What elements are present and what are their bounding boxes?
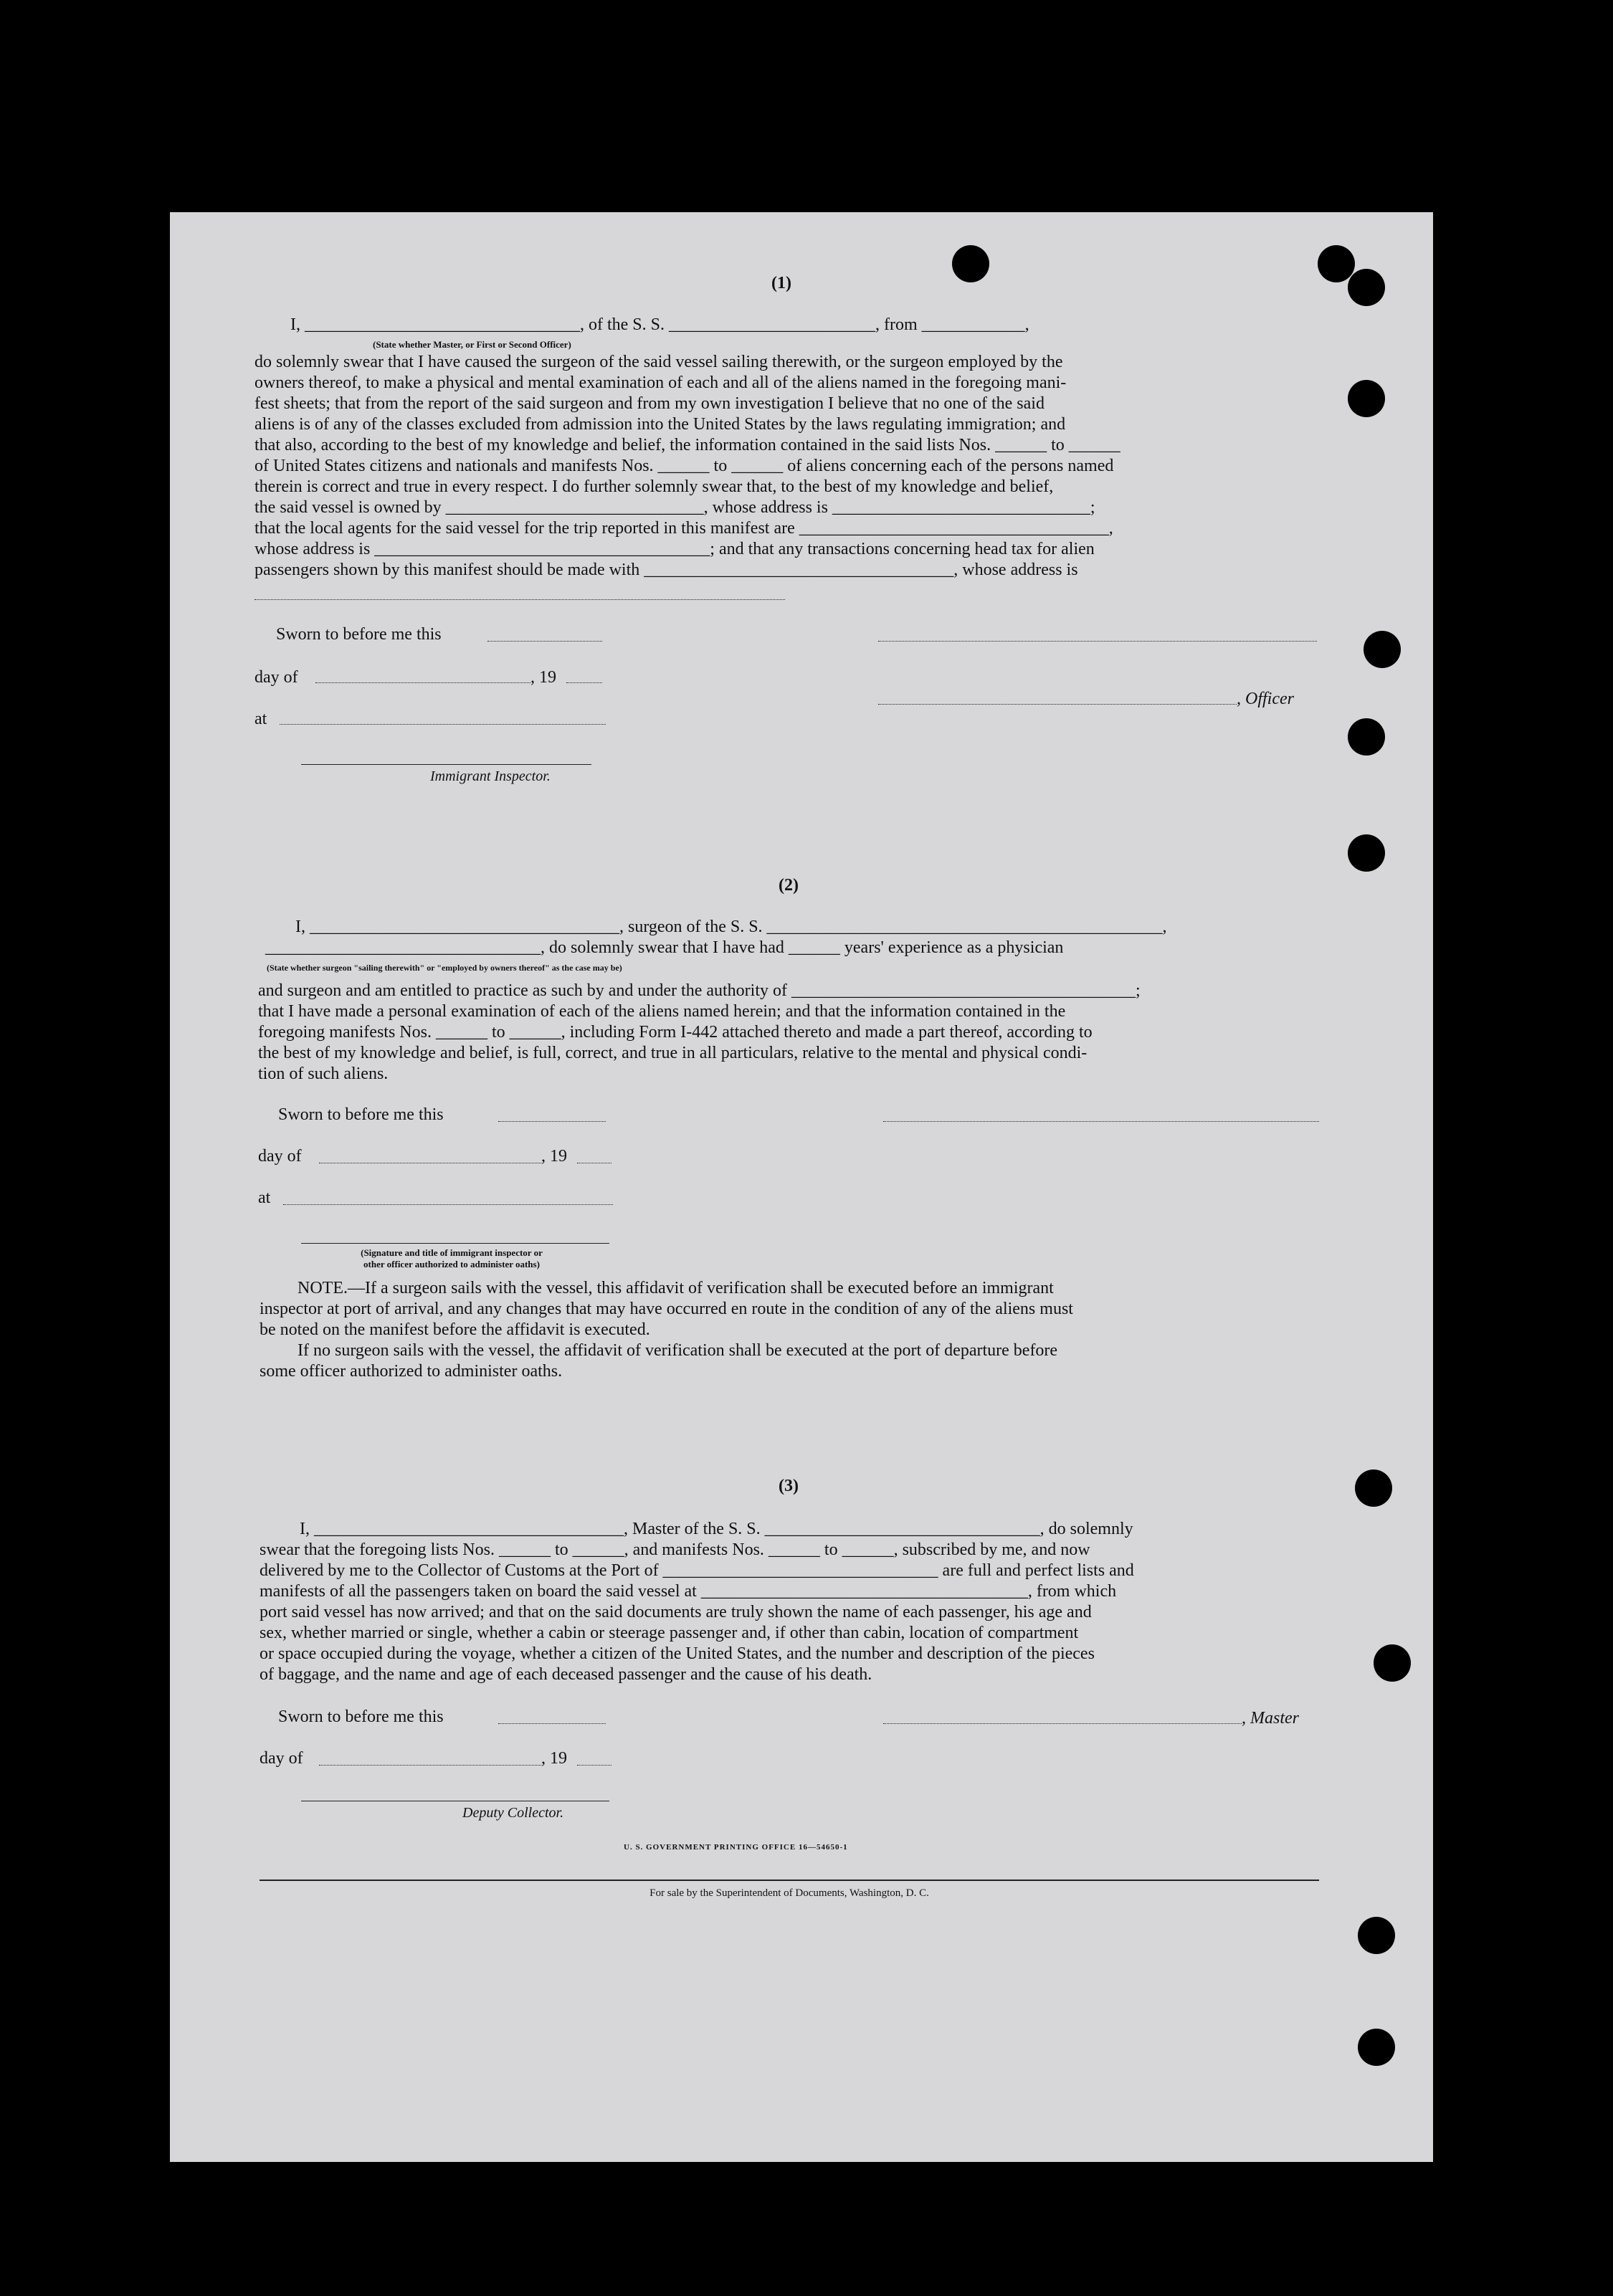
section-2-line: and surgeon and am entitled to practice as such by and under the authority of ________________________________________;: [258, 981, 1141, 1000]
surgeon-note: (State whether surgeon "sailing therewith" or "employed by owners thereof" as the case may be): [267, 963, 622, 973]
year-label: , 19: [541, 1749, 567, 1768]
note-line: be noted on the manifest before the affidavit is executed.: [260, 1320, 650, 1339]
sworn-label: Sworn to before me this: [278, 1105, 444, 1124]
at-label: at: [254, 710, 267, 728]
section-1-line: whose address is _______________________________________; and that any transactions concerning head tax for alien: [254, 540, 1095, 558]
sale-notice: For sale by the Superintendent of Documents, Washington, D. C.: [650, 1887, 929, 1899]
day-of-label: day of: [254, 668, 298, 687]
section-2-line: the best of my knowledge and belief, is full, correct, and true in all particulars, relative to the mental and physical condi-: [258, 1044, 1088, 1062]
year-field[interactable]: [566, 682, 602, 683]
section-1-line: that the local agents for the said vessel for the trip reported in this manifest are ____________________________________,: [254, 519, 1113, 538]
section-1-line: therein is correct and true in every respect. I do further solemnly swear that, to the best of my knowledge and belief,: [254, 477, 1054, 496]
section-2-line: tion of such aliens.: [258, 1064, 389, 1083]
section-1-line: passengers shown by this manifest should be made with ____________________________________, whose address is: [254, 561, 1078, 579]
officer-signature-field-top[interactable]: [878, 641, 1317, 642]
section-1-line: fest sheets; that from the report of the said surgeon and from my own investigation I believe that no one of the said: [254, 394, 1045, 413]
blank-line[interactable]: [254, 599, 785, 600]
master-signature-field[interactable]: [883, 1723, 1242, 1724]
sworn-label: Sworn to before me this: [276, 625, 442, 644]
master-label: , Master: [1242, 1709, 1299, 1728]
punch-hole: [1348, 380, 1385, 417]
section-3-line: port said vessel has now arrived; and that on the said documents are truly shown the name of each passenger, his age and: [260, 1603, 1092, 1621]
punch-hole: [1374, 1644, 1411, 1682]
section-3-line: or space occupied during the voyage, whether a citizen of the United States, and the number and description of the pieces: [260, 1644, 1095, 1663]
section-1-line: aliens is of any of the classes excluded from admission into the United States by the laws regulating immigration; and: [254, 415, 1066, 434]
note-line: inspector at port of arrival, and any changes that may have occurred en route in the condition of any of the aliens must: [260, 1300, 1073, 1318]
section-3-line: manifests of all the passengers taken on board the said vessel at ______________________________________, from which: [260, 1582, 1117, 1601]
punch-hole: [1358, 2029, 1395, 2066]
section-1-line: of United States citizens and nationals and manifests Nos. ______ to ______ of aliens concerning each of the persons named: [254, 457, 1114, 475]
note-line: some officer authorized to administer oaths.: [260, 1362, 563, 1381]
signer-note: (Signature and title of immigrant inspector or: [361, 1247, 543, 1258]
punch-hole: [1348, 834, 1385, 872]
section-1-line: I, ________________________________, of the S. S. ________________________, from ____________,: [290, 315, 1029, 334]
punch-hole: [1348, 718, 1385, 756]
note-line: NOTE.—If a surgeon sails with the vessel, this affidavit of verification shall be executed before an immigrant: [298, 1279, 1054, 1297]
section-3-number: (3): [779, 1477, 799, 1495]
signature-field[interactable]: [883, 1121, 1319, 1122]
section-2-line: ________________________________, do solemnly swear that I have had ______ years' experience as a physician: [265, 938, 1064, 957]
immigrant-inspector-label: Immigrant Inspector.: [430, 768, 551, 784]
day-field[interactable]: [315, 682, 530, 683]
section-1-line: owners thereof, to make a physical and mental examination of each and all of the aliens named in the foregoing mani-: [254, 373, 1067, 392]
section-3-line: of baggage, and the name and age of each deceased passenger and the cause of his death.: [260, 1665, 872, 1684]
punch-hole: [1318, 245, 1355, 282]
officer-signature-field[interactable]: [878, 704, 1237, 705]
at-field[interactable]: [280, 724, 606, 725]
punch-hole: [1348, 269, 1385, 306]
master-note: (State whether Master, or First or Second Officer): [373, 339, 571, 350]
section-1-line: that also, according to the best of my knowledge and belief, the information contained in the said lists Nos. ______ to ______: [254, 436, 1120, 454]
note-line: If no surgeon sails with the vessel, the affidavit of verification shall be executed at the port of departure before: [298, 1341, 1058, 1360]
sworn-date-field[interactable]: [498, 1723, 606, 1724]
footer-rule: [260, 1880, 1319, 1881]
section-3-line: sex, whether married or single, whether a cabin or steerage passenger and, if other than cabin, location of compartment: [260, 1624, 1079, 1642]
section-2-line: I, ____________________________________, surgeon of the S. S. ______________________________________________,: [295, 918, 1167, 936]
section-1-line: the said vessel is owned by ______________________________, whose address is ______________________________;: [254, 498, 1095, 517]
year-label: , 19: [530, 668, 556, 687]
punch-hole: [952, 245, 989, 282]
day-of-label: day of: [260, 1749, 303, 1768]
officer-label: , Officer: [1237, 690, 1294, 708]
year-label: , 19: [541, 1147, 567, 1166]
year-field[interactable]: [577, 1765, 612, 1766]
section-2-number: (2): [779, 876, 799, 895]
day-field[interactable]: [319, 1765, 541, 1766]
inspector-signature-line[interactable]: [301, 1243, 609, 1244]
printing-office-imprint: U. S. GOVERNMENT PRINTING OFFICE 16—54650-1: [624, 1843, 848, 1852]
section-2-line: foregoing manifests Nos. ______ to ______, including Form I-442 attached thereto and made a part thereof, according to: [258, 1023, 1093, 1042]
punch-hole: [1355, 1469, 1392, 1507]
punch-hole: [1364, 631, 1401, 668]
inspector-signature-line[interactable]: [301, 764, 591, 765]
sworn-date-field[interactable]: [498, 1121, 606, 1122]
signer-note: other officer authorized to administer oaths): [363, 1259, 540, 1270]
day-of-label: day of: [258, 1147, 302, 1166]
section-3-line: delivered by me to the Collector of Customs at the Port of ________________________________ are full and perfect lists and: [260, 1561, 1134, 1580]
deputy-collector-label: Deputy Collector.: [462, 1805, 564, 1821]
section-2-line: that I have made a personal examination of each of the aliens named herein; and that the information contained in the: [258, 1002, 1066, 1021]
sworn-date-field[interactable]: [487, 641, 602, 642]
at-label: at: [258, 1189, 271, 1207]
section-3-line: I, ____________________________________, Master of the S. S. ________________________________, do solemnly: [300, 1520, 1133, 1538]
section-1-number: (1): [771, 274, 791, 292]
at-field[interactable]: [283, 1204, 613, 1205]
sworn-label: Sworn to before me this: [278, 1707, 444, 1726]
punch-hole: [1358, 1917, 1395, 1954]
section-1-line: do solemnly swear that I have caused the surgeon of the said vessel sailing therewith, or the surgeon employed by the: [254, 353, 1063, 371]
section-3-line: swear that the foregoing lists Nos. ______ to ______, and manifests Nos. ______ to ______, subscribed by me, and now: [260, 1540, 1090, 1559]
